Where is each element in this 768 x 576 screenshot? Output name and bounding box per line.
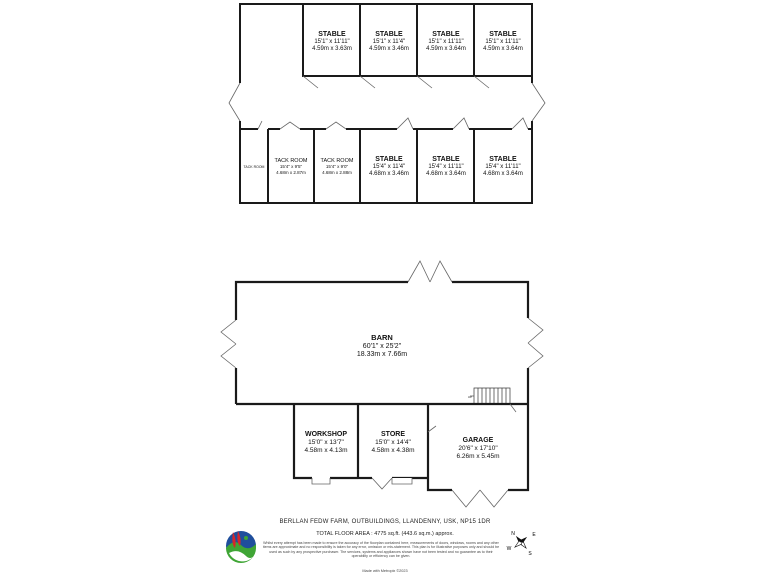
barn-top-doors xyxy=(408,261,452,282)
room-imperial: 20'6" x 17'10" xyxy=(458,445,498,452)
room-name: TACK ROOM xyxy=(274,158,308,164)
room-imperial: 15'1" x 11'11" xyxy=(314,39,350,45)
room-metric: 4.59m x 3.46m xyxy=(369,46,409,52)
room-metric: 4.68m x 3.46m xyxy=(369,171,409,177)
room-imperial: 15'1" x 11'11" xyxy=(428,39,464,45)
room-metric: 4.58m x 4.38m xyxy=(371,447,415,454)
room-metric: 6.26m x 5.45m xyxy=(456,453,500,460)
barn-top-wall-left xyxy=(236,282,408,320)
stable-top-4 xyxy=(483,31,523,52)
room-imperial: 15'4" x 9'5" xyxy=(279,164,303,169)
room-metric: 18.33m x 7.66m xyxy=(356,351,408,358)
room-metric: 4.68m x 2.87m xyxy=(276,170,306,175)
room-name: STABLE xyxy=(432,156,460,163)
barn-stairs xyxy=(467,388,510,404)
corridor-door-east xyxy=(532,83,545,121)
property-address: BERLLAN FEDW FARM, OUTBUILDINGS, LLANDENNY, USK, NP15 1DR xyxy=(279,519,491,525)
stable-top-1 xyxy=(312,31,352,52)
compass-north: N xyxy=(511,531,515,537)
room-imperial: 15'1" x 11'11" xyxy=(485,39,521,45)
stable-bottom-2 xyxy=(426,156,466,177)
room-metric: 4.68m x 2.88m xyxy=(322,170,352,175)
room-name: BARN xyxy=(371,333,393,342)
room-metric: 4.68m x 3.64m xyxy=(483,171,523,177)
room-imperial: 15'4" x 11'11" xyxy=(485,164,521,170)
room-name: STABLE xyxy=(489,31,517,38)
compass-icon xyxy=(507,531,537,557)
room-name: STABLE xyxy=(375,31,403,38)
compass-east: E xyxy=(532,532,536,538)
store-label xyxy=(372,431,415,454)
workshop-label xyxy=(305,431,348,454)
room-name: WORKSHOP xyxy=(305,431,347,438)
garage-label xyxy=(457,437,500,460)
bottom-row-door-swings xyxy=(258,118,528,129)
barn-right-doors xyxy=(528,318,543,368)
tack-room-2 xyxy=(321,158,354,175)
stable-top-3 xyxy=(426,31,466,52)
room-imperial: 15'1" x 11'4" xyxy=(372,39,406,45)
room-name: STABLE xyxy=(432,31,460,38)
top-row-door-swings xyxy=(303,76,489,88)
room-imperial: 15'0" x 14'4" xyxy=(375,439,411,446)
stair-up-label: UP xyxy=(467,395,473,399)
room-metric: 4.59m x 3.63m xyxy=(312,46,352,52)
room-imperial: 15'0" x 13'7" xyxy=(308,439,344,446)
room-imperial: 60'1" x 25'2" xyxy=(362,343,402,350)
room-name: STABLE xyxy=(489,156,517,163)
room-metric: 4.68m x 3.64m xyxy=(426,171,466,177)
tack-room-1 xyxy=(275,158,308,175)
barn-label xyxy=(357,333,407,358)
room-name: STABLE xyxy=(318,31,346,38)
stable-top-2 xyxy=(369,31,409,52)
stable-bottom-3 xyxy=(483,156,523,177)
room-imperial: 15'4" x 11'4" xyxy=(372,164,406,170)
garage-walls-right xyxy=(508,404,528,490)
room-metric: 4.59m x 3.64m xyxy=(483,46,523,52)
room-name: STORE xyxy=(381,431,405,438)
room-name: GARAGE xyxy=(462,437,494,444)
disclaimer-text: Whilst every attempt has been made to ensure the accuracy of the floorplan contained here, measurements of doors, windows, rooms and any other items are approximate and no responsibility is taken for any error, omission or mis-statement. This plan is for illustrative purposes only and should be used as such by any prospective purchaser. The services, systems and appliances shown have not been tested and no guarantee as to their operability or efficiency can be given. xyxy=(262,541,500,559)
corridor-door-west xyxy=(229,83,240,121)
room-metric: 4.58m x 4.13m xyxy=(304,447,348,454)
room-metric: 4.59m x 3.64m xyxy=(426,46,466,52)
compass-west: W xyxy=(506,546,512,552)
made-with-credit: Made with Metropix ©2023 xyxy=(362,569,408,573)
barn-top-wall-right xyxy=(452,282,528,318)
total-floor-area: TOTAL FLOOR AREA : 4775 sq.ft. (443.6 sq.m.) approx. xyxy=(316,531,454,537)
agency-logo-icon xyxy=(226,531,256,563)
room-name: STABLE xyxy=(375,156,403,163)
room-imperial: 15'4" x 9'0" xyxy=(325,164,349,169)
room-imperial: 15'4" x 11'11" xyxy=(428,164,464,170)
tack-room-small-label: TACK ROOM xyxy=(243,165,265,169)
compass-south: S xyxy=(528,551,532,557)
barn-left-doors xyxy=(221,320,236,368)
stable-bottom-labels xyxy=(244,156,523,177)
garage-walls xyxy=(428,478,452,490)
stable-bottom-1 xyxy=(369,156,409,177)
barn-block xyxy=(221,261,543,507)
room-name: TACK ROOM xyxy=(320,158,354,164)
